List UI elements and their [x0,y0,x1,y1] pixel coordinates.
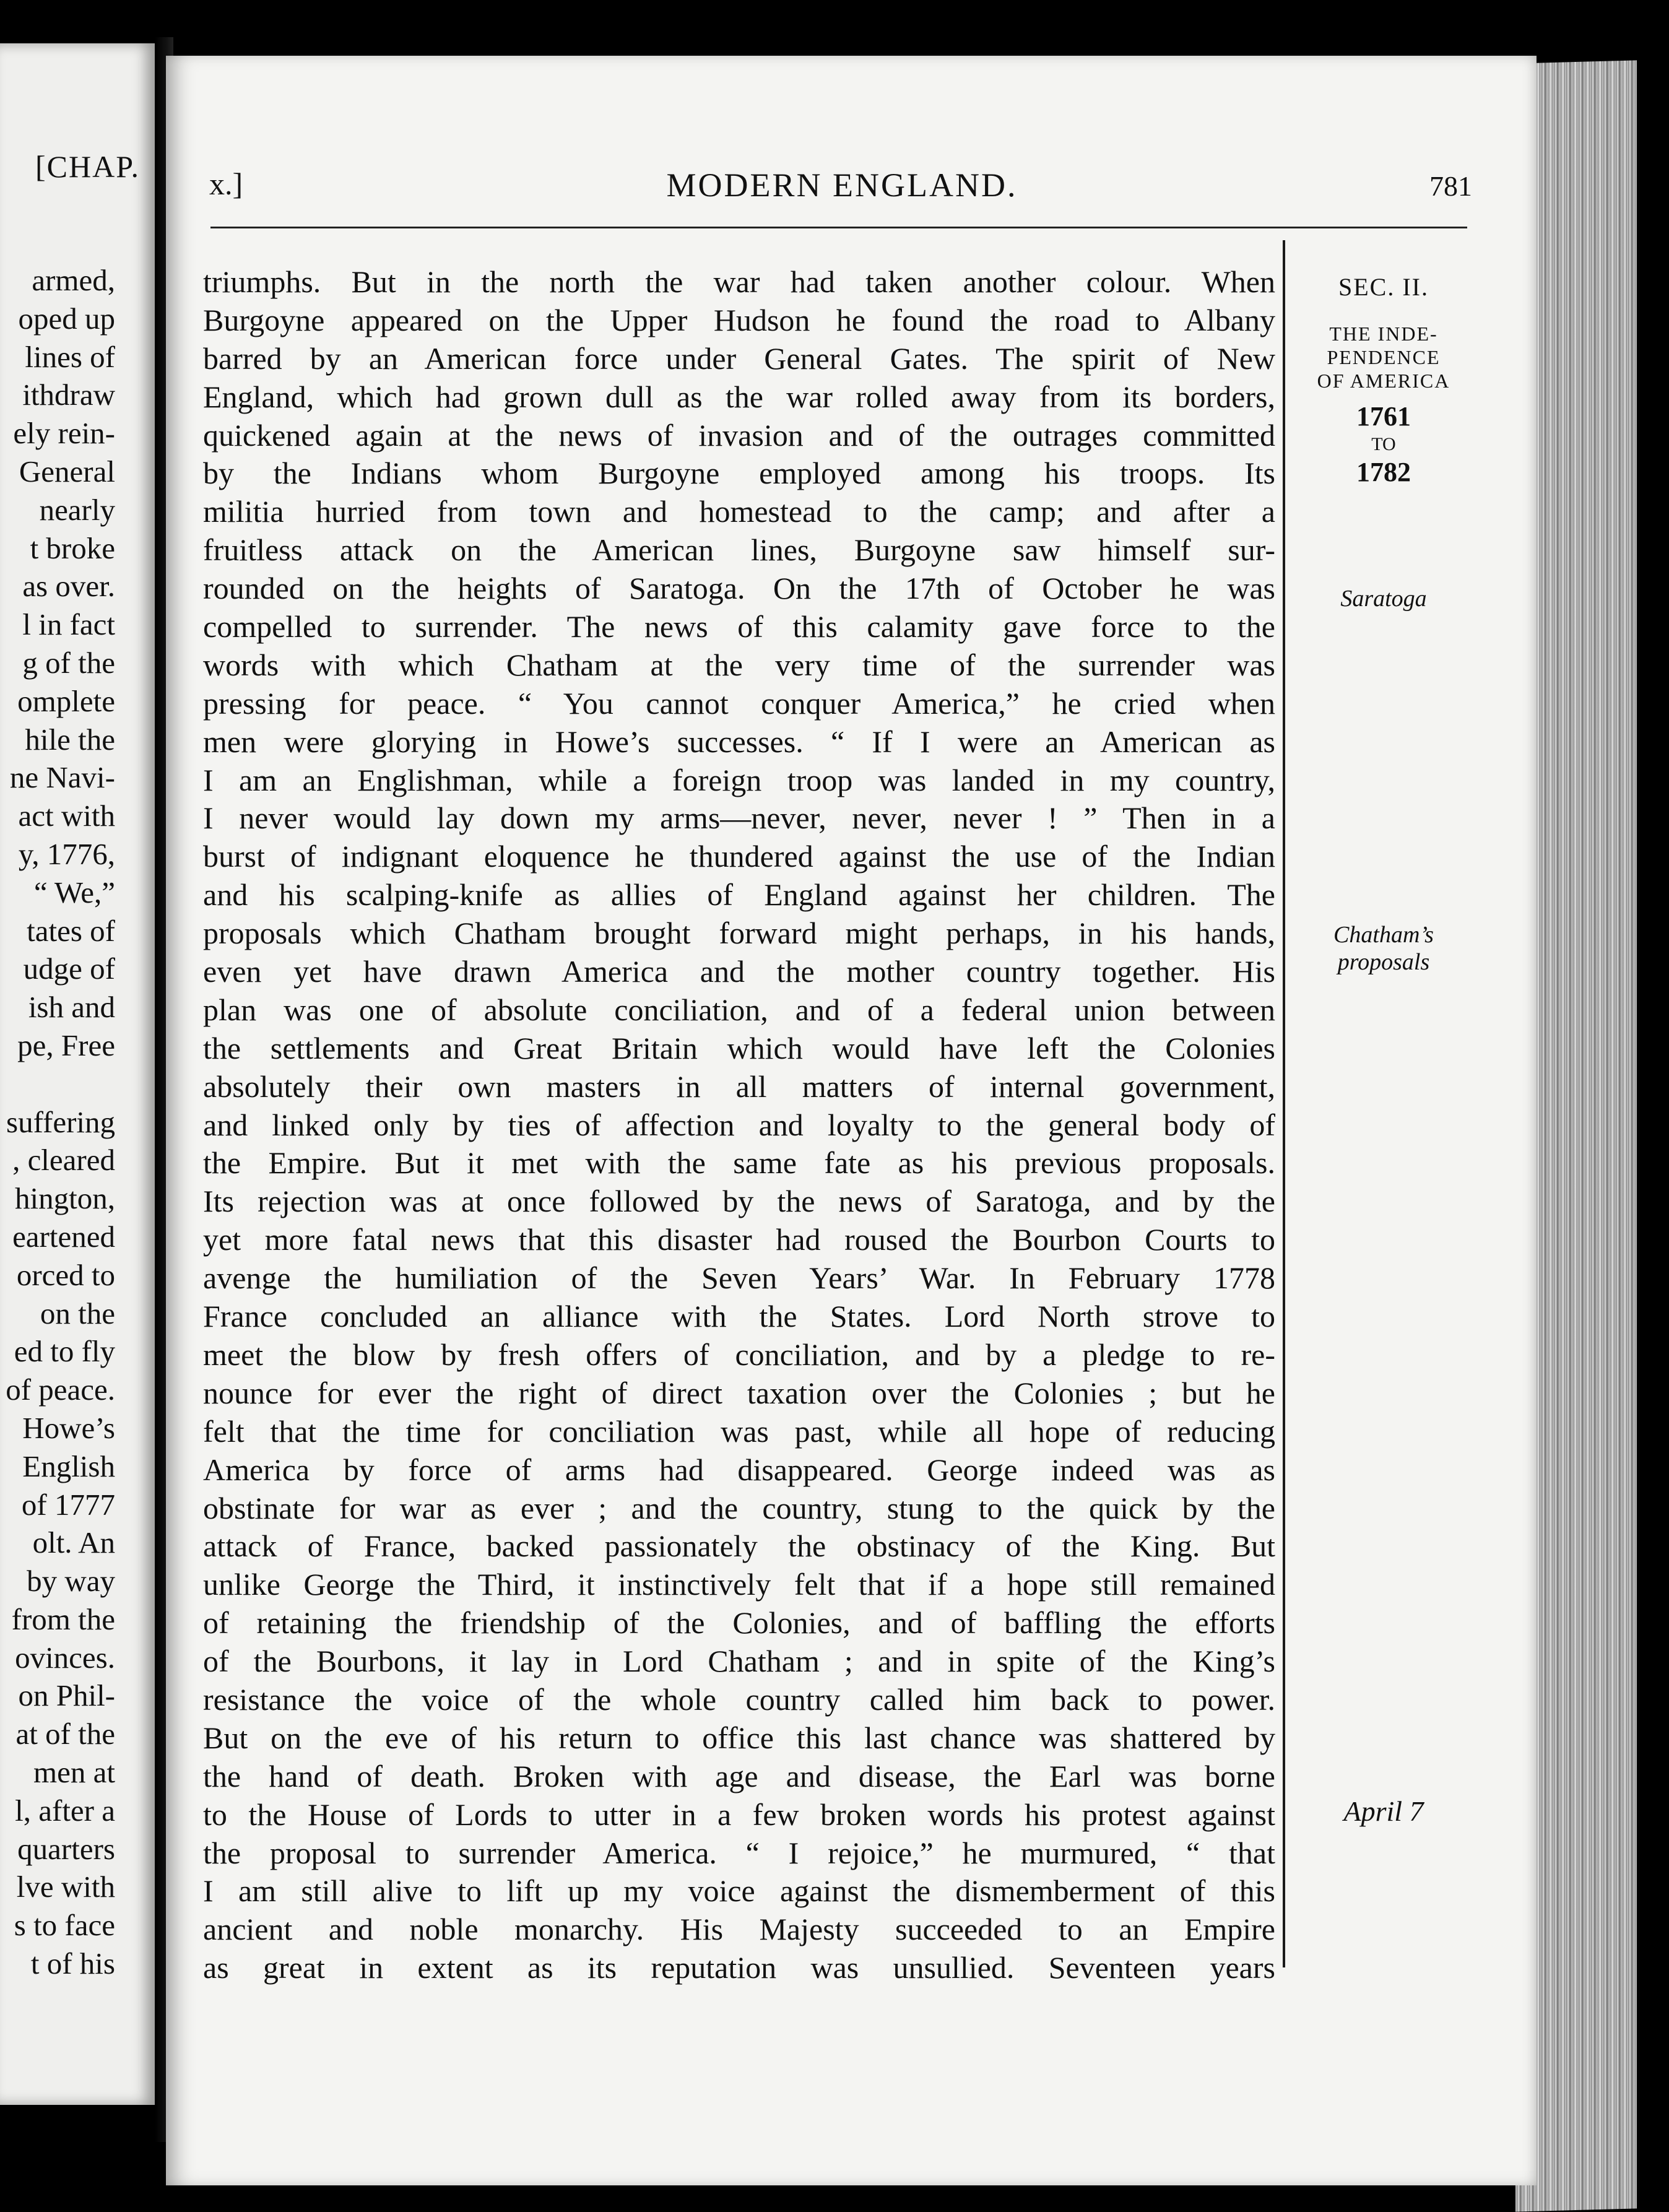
running-head [204,166,1480,215]
previous-page-line: armed, [32,263,115,297]
sidenote-years [1288,401,1480,488]
text-line: the hand of death. Broken with age and disease, the Earl was borne [203,1758,1275,1793]
text-line: plan was one of absolute conciliation, and of a federal union between [203,992,1275,1027]
text-line: militia hurried from town and homestead to the camp; and after a [203,494,1275,529]
previous-page-line: “ We,” [33,875,115,909]
sidenote-year-start: 1761 [1356,401,1411,432]
sidenote-topic-line: THE INDE- [1329,323,1438,345]
previous-page-header: [CHAP. [35,149,140,184]
text-line: barred by an American force under General Gates. The spirit of New [203,340,1275,376]
text-line: Burgoyne appeared on the Upper Hudson he found the road to Albany [203,302,1275,337]
text-line: of retaining the friendship of the Colonies, and of baffling the efforts [203,1605,1275,1641]
previous-page-line: l, after a [15,1793,115,1828]
previous-page-line [6,1065,115,1103]
previous-page-line: t of his [30,1946,115,1981]
margin-rule [1283,240,1285,1967]
sidenote-topic [1288,322,1480,393]
text-line: quickened again at the news of invasion and of the outrages committed [203,417,1275,453]
previous-page-line: ne Navi- [9,760,115,795]
previous-page-line: orced to [16,1257,115,1292]
previous-page-line: pe, Free [17,1028,115,1062]
text-line: triumphs. But in the north the war had taken another colour. When [203,264,1275,299]
previous-page-line: tates of [27,913,115,948]
text-line: as great in extent as its reputation was unsullied. Seventeen years [203,1950,1275,1985]
previous-page-line: lve with [16,1870,115,1904]
previous-page-line: ovinces. [15,1640,115,1675]
previous-page-line: of peace. [6,1373,115,1407]
previous-page-line: ely rein- [13,416,115,451]
text-line: words with which Chatham at the very time of the surrender was [203,647,1275,682]
text-line: burst of indignant eloquence he thundered against the use of the Indian [203,839,1275,874]
sidenote-saratoga: Saratoga [1340,586,1427,612]
text-line: obstinate for war as ever ; and the country, stung to the quick by the [203,1490,1275,1525]
previous-page-line: suffering [6,1104,115,1139]
text-line: attack of France, backed passionately the obstinacy of the King. But [203,1529,1275,1564]
previous-page-line: men at [33,1755,115,1790]
text-line: the proposal to surrender America. “ I rejoice,” he murmured, “ that [203,1835,1275,1870]
text-line: meet the blow by fresh offers of conciliation, and by a pledge to re- [203,1337,1275,1372]
text-line: and linked only by ties of affection and loyalty to the general body of [203,1107,1275,1142]
previous-page-line: on Phil- [18,1678,115,1713]
text-line: by the Indians whom Burgoyne employed among his troops. Its [203,456,1275,491]
previous-page-line: ish and [28,990,115,1025]
previous-page-line: olt. An [32,1525,115,1560]
text-line: resistance the voice of the whole country called him back to power. [203,1681,1275,1717]
sidenote-april: April 7 [1343,1795,1424,1827]
previous-page-line: ed to fly [14,1334,115,1369]
previous-page-line: General [19,454,115,488]
text-line: and his scalping-knife as allies of England against her children. The [203,877,1275,913]
text-line: the settlements and Great Britain which would have left the Colonies [203,1030,1275,1065]
text-line: men were glorying in Howe’s successes. “ If I were an American as [203,724,1275,759]
text-line: unlike George the Third, it instinctively felt that if a hope still remained [203,1567,1275,1602]
text-line: ancient and noble monarchy. His Majesty succeeded to an Empire [203,1912,1275,1947]
text-line: fruitless attack on the American lines, Burgoyne saw himself sur- [203,532,1275,568]
text-line: even yet have drawn America and the mother country together. His [203,954,1275,989]
previous-page-line: hington, [15,1181,115,1216]
previous-page-line: t broke [30,531,115,565]
text-line: France concluded an alliance with the States. Lord North strove to [203,1299,1275,1334]
text-line: But on the eve of his return to office this last chance was shattered by [203,1720,1275,1755]
text-line: nounce for ever the right of direct taxation over the Colonies ; but he [203,1375,1275,1410]
text-line: the Empire. But it met with the same fate as his previous proposals. [203,1145,1275,1181]
running-title: MODERN ENGLAND. [666,167,1018,204]
header-rule [210,227,1467,228]
sidenote-chatham-line: Chatham’s [1333,922,1434,948]
previous-page-line: udge of [23,952,115,986]
previous-page-line: of 1777 [21,1487,115,1522]
previous-page-line: quarters [17,1831,115,1866]
previous-page-line: as over. [22,569,115,604]
previous-page-line: Howe’s [22,1410,115,1445]
sidenote-year-end: 1782 [1356,457,1411,487]
previous-page-line: omplete [17,683,115,718]
previous-page-line: from the [11,1602,115,1636]
body-text [203,263,1275,1987]
text-line: proposals which Chatham brought forward might perhaps, in his hands, [203,916,1275,951]
previous-page-text [6,261,115,1983]
sidenote-chatham-line: proposals [1337,949,1430,975]
sidenote-section: SEC. II. [1338,273,1429,301]
previous-page-fragment [0,43,155,2105]
previous-page-line: English [22,1449,115,1483]
previous-page-line: hile the [25,722,115,757]
text-line: rounded on the heights of Saratoga. On the 17th of October he was [203,571,1275,606]
sidenote-topic-line: PENDENCE [1327,346,1441,368]
text-line: pressing for peace. “ You cannot conquer America,” he cried when [203,685,1275,721]
text-line: avenge the humiliation of the Seven Years’ War. In February 1778 [203,1260,1275,1296]
text-line: compelled to surrender. The news of this calamity gave force to the [203,609,1275,644]
previous-page-line: , cleared [12,1143,115,1178]
text-line: Its rejection was at once followed by the news of Saratoga, and by the [203,1184,1275,1219]
text-line: I am an Englishman, while a foreign troop was landed in my country, [203,762,1275,797]
sidenote-topic-line: OF AMERICA [1317,370,1450,392]
previous-page-line: by way [27,1564,115,1598]
previous-page-line: on the [40,1296,115,1330]
text-line: I never would lay down my arms—never, never, never ! ” Then in a [203,800,1275,836]
text-line: to the House of Lords to utter in a few broken words his protest against [203,1797,1275,1832]
text-line: felt that the time for conciliation was past, while all hope of reducing [203,1413,1275,1449]
previous-page-line: s to face [14,1908,115,1943]
previous-page-line: ithdraw [22,378,115,412]
sidenote-year-to: TO [1371,434,1396,454]
page-number: 781 [1429,170,1472,202]
text-line: absolutely their own masters in all matters of internal government, [203,1069,1275,1104]
text-line: I am still alive to lift up my voice against the dismemberment of this [203,1873,1275,1909]
previous-page-line: g of the [22,645,115,680]
sidenote-chatham-proposals [1288,921,1480,976]
previous-page-line: at of the [15,1717,115,1751]
chapter-number: x.] [209,167,243,201]
previous-page-line: l in fact [22,607,115,642]
previous-page-line: y, 1776, [18,836,115,871]
previous-page-line: nearly [39,492,115,527]
text-line: of the Bourbons, it lay in Lord Chatham ; and in spite of the King’s [203,1644,1275,1679]
text-line: America by force of arms had disappeared. George indeed was as [203,1452,1275,1487]
previous-page-line: lines of [25,339,115,374]
previous-page-line: oped up [18,301,115,336]
previous-page-line: eartened [12,1219,115,1254]
text-line: yet more fatal news that this disaster had roused the Bourbon Courts to [203,1222,1275,1257]
previous-page-line: act with [18,799,115,833]
text-line: England, which had grown dull as the war rolled away from its borders, [203,379,1275,414]
